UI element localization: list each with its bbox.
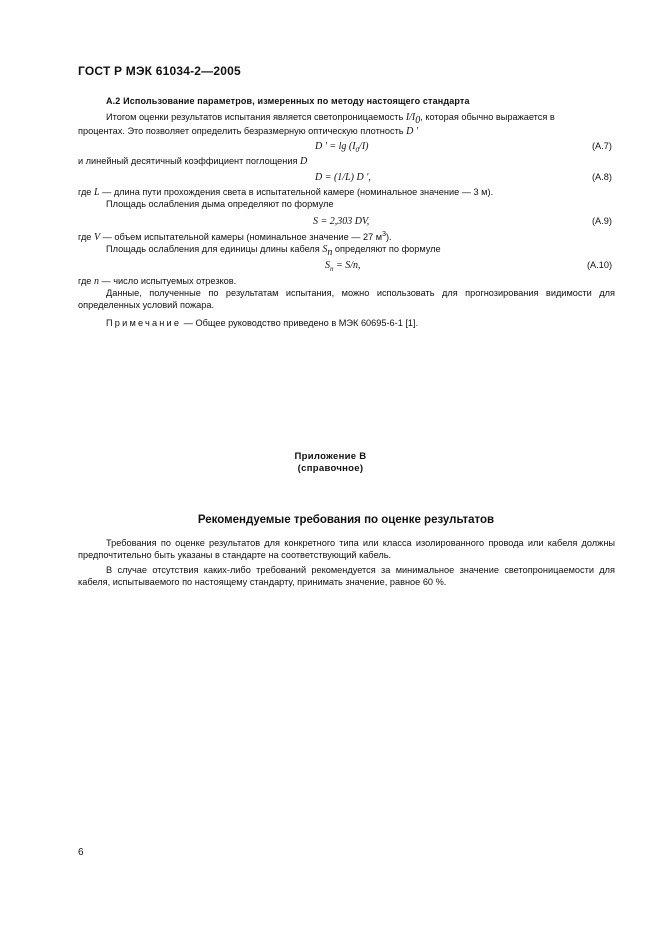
text-fragment: — длина пути прохождения света в испытательной камере (номинальное значение — 3 м). xyxy=(99,187,494,197)
annex-title: Приложение В xyxy=(294,451,367,462)
text-fragment: и линейный десятичный коэффициент поглощения xyxy=(78,156,300,166)
annex-heading: Рекомендуемые требования по оценке результатов xyxy=(197,514,495,526)
formula-text: /I) xyxy=(359,141,369,152)
text-fragment: Итогом оценки результатов испытания является светопроницаемость xyxy=(106,112,406,122)
annex-status: (справочное) xyxy=(297,463,364,474)
formula-a7 xyxy=(315,140,369,155)
text-fragment: — объем испытательной камеры (номинальное значение — 27 м xyxy=(100,232,383,242)
paragraph-minimum-transmittance: В случае отсутствия каких-либо требований рекомендуется за минимальное значение светопроницаемости для кабеля, испытываемого по настоящему стандарту, принимать значение, равное 60 %. xyxy=(78,565,615,587)
text-fragment: Площадь ослабления для единицы длины кабеля xyxy=(106,244,323,254)
symbol: n xyxy=(93,276,99,287)
formula-a8: D = (1/L) D ', xyxy=(315,172,371,183)
paragraph-decimal-coefficient xyxy=(78,155,307,168)
symbol-optical-density: D ' xyxy=(406,126,418,137)
equation-number-a9: (А.9) xyxy=(592,216,612,226)
formula-text: S xyxy=(325,260,330,271)
formula-text: = S/n, xyxy=(333,260,361,271)
symbol: D xyxy=(300,156,308,167)
paragraph-unit-length-area xyxy=(106,243,441,259)
text-fragment: — число испытуемых отрезков. xyxy=(98,276,237,286)
text-fragment: , которая обычно выражается в xyxy=(420,112,555,122)
symbol: S xyxy=(322,244,328,255)
symbol: V xyxy=(93,232,101,243)
paragraph-specimen-count xyxy=(78,275,236,288)
symbol: L xyxy=(93,187,100,198)
subscript: n xyxy=(327,247,333,258)
formula-a10 xyxy=(325,259,361,274)
subscript: 0 xyxy=(415,115,421,126)
superscript: 3 xyxy=(382,231,386,238)
paragraph-requirements: Требования по оценке результатов для конкретного типа или класса изолированного провода или кабеля должны предпочтительно быть указаны в стандарте на соответствующий кабель. xyxy=(78,538,615,560)
text-fragment: процентах. Это позволяет определить безразмерную оптическую плотность xyxy=(78,126,407,136)
formula-text: D ' = lg (I xyxy=(315,141,356,152)
note-label: Примечание xyxy=(106,318,182,328)
symbol-transmittance: I/I xyxy=(405,112,416,123)
text-fragment: ). xyxy=(385,232,392,242)
paragraph-smoke-area: Площадь ослабления дыма определяют по формуле xyxy=(106,199,334,209)
paragraph-chamber-volume xyxy=(78,230,392,244)
subscript: n xyxy=(330,265,334,273)
equation-number-a8: (А.8) xyxy=(592,172,612,182)
paragraph-visibility-prediction: Данные, полученные по результатам испытания, можно использовать для прогнозирования видимости для определенных условий пожара. xyxy=(78,288,615,310)
paragraph-transmittance-line2 xyxy=(78,125,418,138)
equation-number-a10: (А.10) xyxy=(587,260,613,270)
paragraph-path-length xyxy=(78,186,493,199)
document-header: ГОСТ Р МЭК 61034-2—2005 xyxy=(78,64,241,78)
note-text: — Общее руководство приведено в МЭК 60695-6-1 [1]. xyxy=(181,318,419,328)
section-heading-a2: А.2 Использование параметров, измеренных по методу настоящего стандарта xyxy=(106,96,470,106)
text-fragment: где xyxy=(78,276,94,286)
formula-a9: S = 2,303 DV, xyxy=(313,216,370,227)
text-fragment: определяют по формуле xyxy=(332,244,441,254)
text-fragment: где xyxy=(78,187,94,197)
subscript: 0 xyxy=(355,146,360,154)
note xyxy=(106,318,418,330)
equation-number-a7: (А.7) xyxy=(592,141,612,151)
page-number: 6 xyxy=(78,847,84,858)
text-fragment: где xyxy=(78,232,94,242)
